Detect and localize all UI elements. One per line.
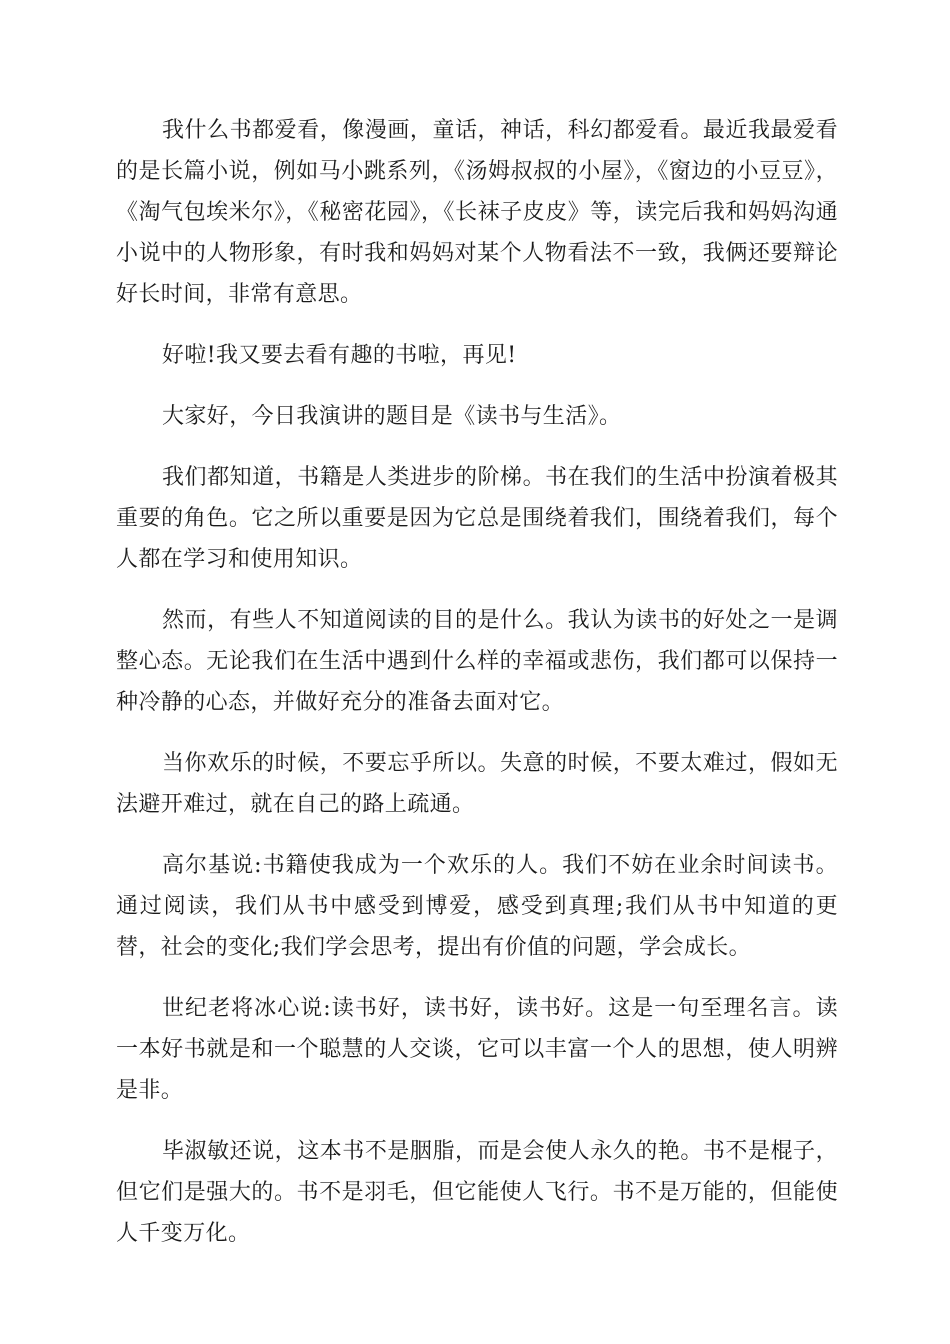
paragraph-gorky-quote: 高尔基说:书籍使我成为一个欢乐的人。我们不妨在业余时间读书。通过阅读，我们从书中感受到博爱，感受到真理;我们从书中知道的更替，社会的变化;我们学会思考，提出有价值的问题，学会成长。: [116, 853, 838, 960]
paragraph-happiness: 当你欢乐的时候，不要忘乎所以。失意的时候，不要太难过，假如无法避开难过，就在自己的路上疏通。: [116, 751, 838, 817]
paragraph-books-ladder: 我们都知道，书籍是人类进步的阶梯。书在我们的生活中扮演着极其重要的角色。它之所以重要是因为它总是围绕着我们，围绕着我们，每个人都在学习和使用知识。: [116, 465, 838, 572]
paragraph-goodbye: 好啦!我又要去看有趣的书啦，再见!: [162, 343, 517, 368]
paragraph-bingxin-quote: 世纪老将冰心说:读书好，读书好，读书好。这是一句至理名言。读一本好书就是和一个聪慧的人交谈，它可以丰富一个人的思想，使人明辨是非。: [116, 996, 838, 1103]
document-body: [116, 110, 838, 1274]
paragraph-reading-purpose: 然而，有些人不知道阅读的目的是什么。我认为读书的好处之一是调整心态。无论我们在生活中遇到什么样的幸福或悲伤，我们都可以保持一种冷静的心态，并做好充分的准备去面对它。: [116, 608, 838, 715]
paragraph-bishumin-quote: 毕淑敏还说，这本书不是胭脂，而是会使人永久的艳。书不是棍子，但它们是强大的。书不是羽毛，但它能使人飞行。书不是万能的，但能使人千变万化。: [116, 1139, 838, 1246]
paragraph-speech-intro: 大家好，今日我演讲的题目是《读书与生活》。: [162, 404, 622, 429]
paragraph-reading-habits: 我什么书都爱看，像漫画，童话，神话，科幻都爱看。最近我最爱看的是长篇小说，例如马小跳系列，《汤姆叔叔的小屋》，《窗边的小豆豆》，《淘气包埃米尔》，《秘密花园》，《长袜子皮皮》等，读完后我和妈妈沟通小说中的人物形象，有时我和妈妈对某个人物看法不一致，我俩还要辩论好长时间，非常有意思。: [116, 118, 838, 307]
